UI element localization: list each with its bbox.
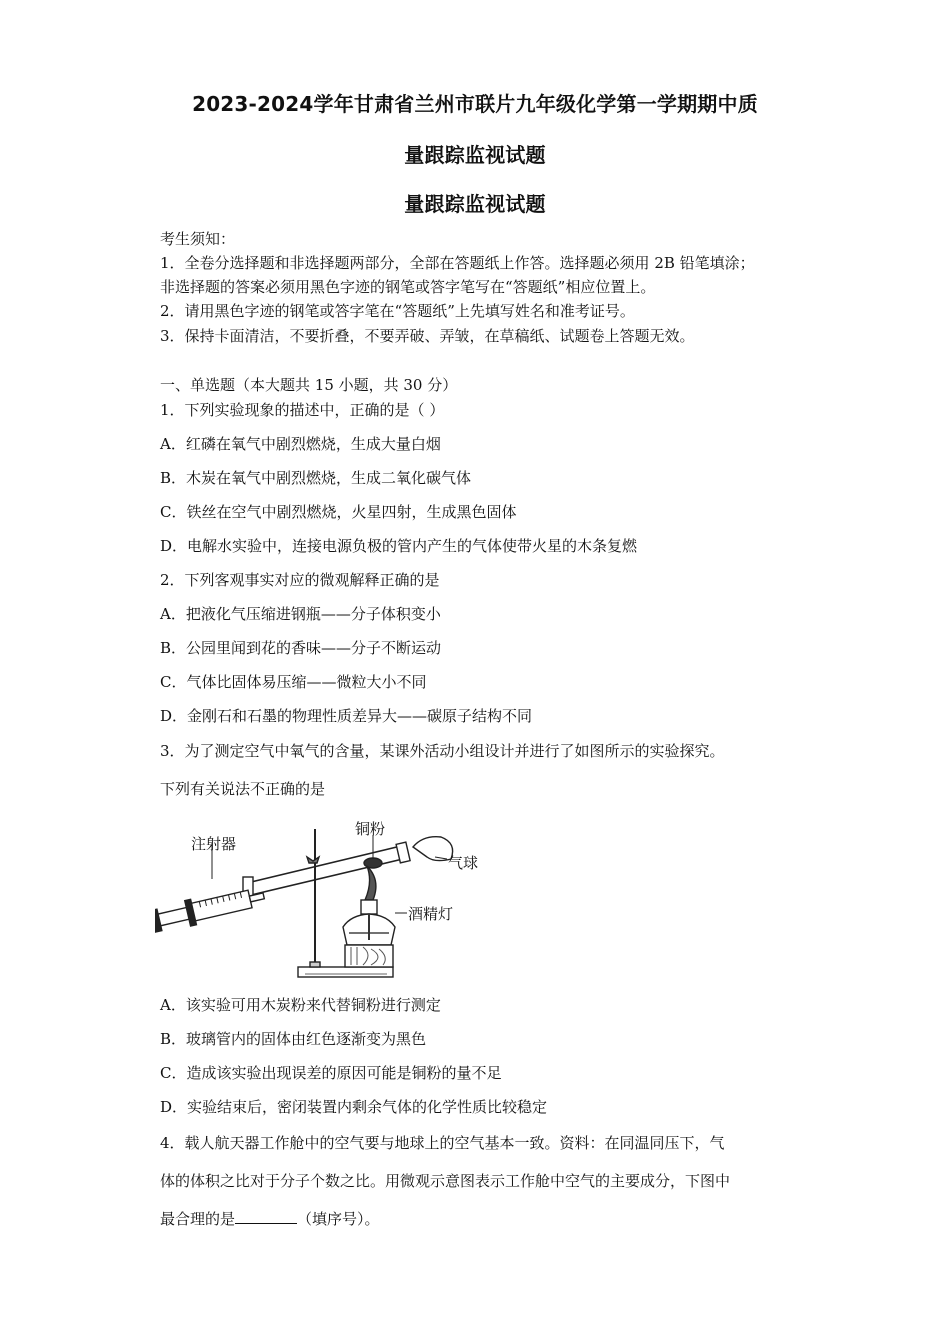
stem-text: 最合理的是: [160, 1210, 236, 1228]
option-b: B．玻璃管内的固体由红色逐渐变为黑色: [160, 1030, 427, 1048]
option-c: C．造成该实验出现误差的原因可能是铜粉的量不足: [160, 1064, 502, 1082]
question-stem-answer-line: [160, 1209, 380, 1229]
notice-item: 2．请用黑色字迹的钢笔或答字笔在“答题纸”上先填写姓名和准考证号。: [160, 302, 635, 320]
notice-item: 非选择题的答案必须用黑色字迹的钢笔或答字笔写在“答题纸”相应位置上。: [160, 278, 656, 296]
stem-text: （填序号）。: [297, 1210, 380, 1228]
notice-item: 1．全卷分选择题和非选择题两部分，全部在答题纸上作答。选择题必须用 2B 铅笔填涂；: [160, 254, 755, 272]
option-a: A．把液化气压缩进钢瓶——分子体积变小: [160, 605, 441, 623]
document-title-line-2: 量跟踪监视试题: [404, 143, 546, 167]
section-heading: 一、单选题（本大题共 15 小题，共 30 分）: [160, 376, 458, 394]
option-b: B．公园里闻到花的香味——分子不断运动: [160, 639, 442, 657]
option-b: B．木炭在氧气中剧烈燃烧，生成二氧化碳气体: [160, 469, 472, 487]
option-c: C．气体比固体易压缩——微粒大小不同: [160, 673, 427, 691]
label-copper-powder: 铜粉: [355, 820, 386, 838]
option-d: D．实验结束后，密闭装置内剩余气体的化学性质比较稳定: [160, 1098, 548, 1116]
experiment-apparatus-figure: [155, 815, 485, 985]
option-c: C．铁丝在空气中剧烈燃烧，火星四射，生成黑色固体: [160, 503, 517, 521]
notice-heading: 考生须知：: [160, 230, 236, 248]
label-balloon: 气球: [448, 854, 479, 872]
label-syringe: 注射器: [191, 835, 237, 853]
question-stem: 4．载人航天器工作舱中的空气要与地球上的空气基本一致。资料：在同温同压下，气: [160, 1134, 725, 1152]
document-title-line-1: 2023-2024学年甘肃省兰州市联片九年级化学第一学期期中质: [192, 92, 758, 116]
option-d: D．金刚石和石墨的物理性质差异大——碳原子结构不同: [160, 707, 533, 725]
option-a: A．该实验可用木炭粉来代替铜粉进行测定: [160, 996, 441, 1014]
option-a: A．红磷在氧气中剧烈燃烧，生成大量白烟: [160, 435, 441, 453]
question-stem: 1．下列实验现象的描述中，正确的是（ ）: [160, 401, 445, 419]
notice-item: 3．保持卡面清洁，不要折叠，不要弄破、弄皱，在草稿纸、试题卷上答题无效。: [160, 327, 695, 345]
label-alcohol-lamp: 酒精灯: [408, 905, 454, 923]
question-stem-continued: 下列有关说法不正确的是: [160, 780, 326, 798]
question-stem: 2．下列客观事实对应的微观解释正确的是: [160, 571, 440, 589]
answer-blank[interactable]: [235, 1209, 297, 1224]
question-stem: 3．为了测定空气中氧气的含量，某课外活动小组设计并进行了如图所示的实验探究。: [160, 742, 725, 760]
question-stem-continued: 体的体积之比对于分子个数之比。用微观示意图表示工作舱中空气的主要成分，下图中: [160, 1172, 731, 1190]
document-title-line-3: 量跟踪监视试题: [404, 192, 546, 216]
option-d: D．电解水实验中，连接电源负极的管内产生的气体使带火星的木条复燃: [160, 537, 638, 555]
